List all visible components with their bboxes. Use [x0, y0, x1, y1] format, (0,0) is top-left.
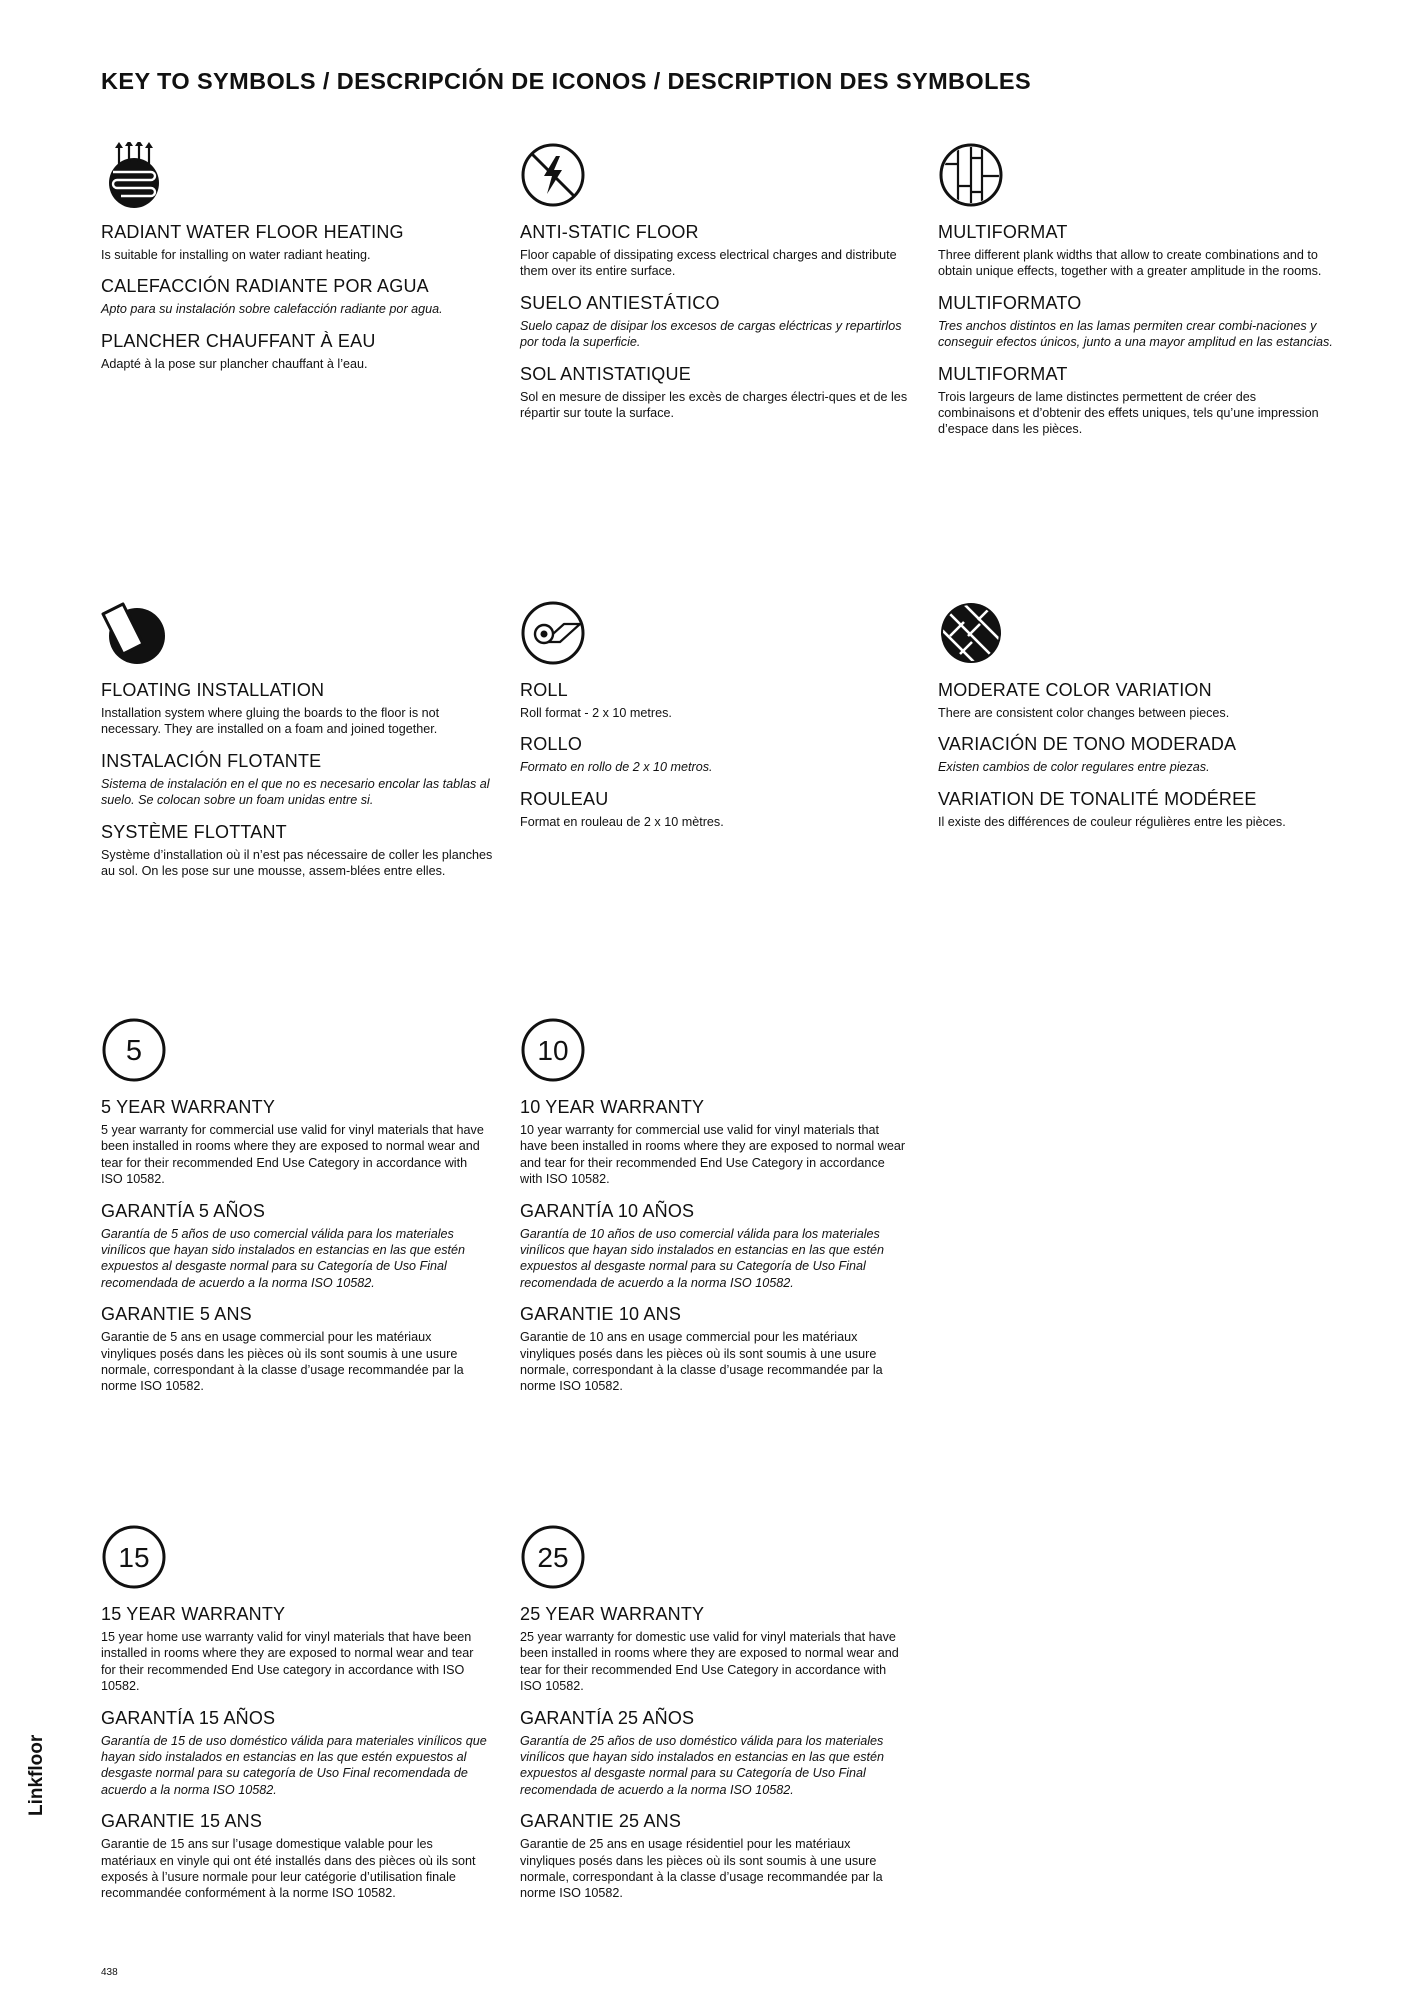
text-fr: Système d’installation où il n’est pas nécessaire de coller les planches au sol. On les pose sur une mousse, assem-blées entre elles. — [101, 847, 493, 879]
symbol-radiant-floor-heating — [101, 142, 496, 372]
title-es: GARANTÍA 15 AÑOS — [101, 1707, 276, 1728]
title-es: GARANTÍA 10 AÑOS — [520, 1200, 695, 1221]
roll-icon — [520, 600, 586, 666]
svg-text:15: 15 — [118, 1542, 150, 1573]
text-en: Installation system where gluing the boards to the floor is not necessary. They are installed on a foam and joined together. — [101, 706, 440, 737]
page-number: 438 — [101, 1967, 118, 1978]
text-en: Floor capable of dissipating excess electrical charges and distribute them over its entire surface. — [520, 248, 897, 279]
symbol-floating-installation — [101, 600, 496, 879]
title-fr: MULTIFORMAT — [938, 363, 1068, 384]
text-es: Garantía de 15 de uso doméstico válida para materiales vinílicos que hayan sido instalados en estancias en las que estén expuestos al desgaste normal para su categoría de Uso Final recomendada de acuerdo a la norma ISO 10582. — [101, 1733, 487, 1797]
title-en: 10 YEAR WARRANTY — [520, 1097, 705, 1117]
title-es: VARIACIÓN DE TONO MODERADA — [938, 734, 1237, 755]
title-en: 15 YEAR WARRANTY — [101, 1604, 286, 1624]
symbol-warranty-25 — [520, 1524, 908, 1902]
title-es: SUELO ANTIESTÁTICO — [520, 292, 720, 313]
text-es: Garantía de 5 años de uso comercial válida para los materiales vinílicos que hayan sido instalados en estancias en las que estén expuestos al desgaste normal para su Categoría de Uso Final recomendada de acuerdo a la norma ISO 10582. — [101, 1226, 466, 1290]
title-fr: SOL ANTISTATIQUE — [520, 363, 691, 384]
text-es: Existen cambios de color regulares entre piezas. — [938, 760, 1210, 775]
color-variation-icon — [938, 600, 1004, 666]
title-es: INSTALACIÓN FLOTANTE — [101, 750, 322, 771]
svg-text:10: 10 — [537, 1035, 569, 1066]
title-en: ROLL — [520, 680, 568, 700]
title-es: ROLLO — [520, 734, 583, 755]
text-en: 10 year warranty for commercial use valid for vinyl materials that have been installed in rooms where they are exposed to normal wear and tear for their recommended End Use Category in accordance with ISO 10582. — [520, 1123, 906, 1187]
symbol-warranty-15 — [101, 1524, 489, 1902]
title-en: 5 YEAR WARRANTY — [101, 1097, 276, 1117]
svg-text:5: 5 — [125, 1035, 143, 1067]
title-fr: PLANCHER CHAUFFANT À EAU — [101, 330, 376, 351]
brand-label: Linkfloor — [26, 1734, 47, 1816]
symbol-warranty-5 — [101, 1017, 489, 1395]
text-es: Formato en rollo de 2 x 10 metros. — [520, 760, 713, 775]
anti-static-icon — [520, 142, 586, 208]
radiant-floor-heating-icon — [101, 142, 167, 208]
symbol-anti-static — [520, 142, 908, 421]
title-fr: GARANTIE 10 ANS — [520, 1304, 682, 1325]
multiformat-icon — [938, 142, 1004, 208]
title-en: RADIANT WATER FLOOR HEATING — [101, 222, 404, 242]
title-es: CALEFACCIÓN RADIANTE POR AGUA — [101, 276, 429, 297]
text-en: 25 year warranty for domestic use valid for vinyl materials that have been installed in rooms where they are exposed to normal wear and tear for their recommended End Use Category in accordance with ISO 10582. — [520, 1630, 899, 1694]
symbol-color-variation — [938, 600, 1333, 830]
warranty-5-icon — [101, 1017, 167, 1083]
text-fr: Garantie de 10 ans en usage commercial pour les matériaux vinyliques posés dans les pièces où ils sont soumis à une usure normale, correspondant à la classe d’usage recommandée par la norme ISO 10582. — [520, 1330, 883, 1394]
warranty-25-icon — [520, 1524, 586, 1590]
text-es: Sistema de instalación en el que no es necesario encolar las tablas al suelo. Se colocan sobre un foam unidas entre si. — [101, 776, 490, 808]
symbol-multiformat — [938, 142, 1333, 438]
title-en: FLOATING INSTALLATION — [101, 680, 325, 700]
text-en: Is suitable for installing on water radiant heating. — [101, 248, 371, 262]
symbol-roll — [520, 600, 908, 830]
text-es: Suelo capaz de disipar los excesos de cargas eléctricas y repartirlos por toda la superficie. — [520, 318, 902, 350]
title-fr: GARANTIE 5 ANS — [101, 1304, 252, 1325]
warranty-15-icon — [101, 1524, 167, 1590]
text-fr: Garantie de 5 ans en usage commercial pour les matériaux vinyliques posés dans les pièces où ils sont soumis à une usure normale, correspondant à la classe d’usage recommandée par la norme ISO 10582. — [101, 1330, 464, 1394]
title-en: 25 YEAR WARRANTY — [520, 1604, 705, 1624]
text-en: Three different plank widths that allow to create combinations and to obtain unique effects, together with a greater amplitude in the rooms. — [938, 248, 1322, 279]
title-fr: SYSTÈME FLOTTANT — [101, 821, 287, 842]
text-en: Roll format - 2 x 10 metres. — [520, 706, 672, 720]
text-es: Garantía de 25 años de uso doméstico válida para los materiales vinílicos que hayan sido instalados en estancias en las que estén expuestos al desgaste normal para su Categoría de Uso Final recomendada de acuerdo a la norma ISO 10582. — [520, 1733, 885, 1797]
text-en: 5 year warranty for commercial use valid for vinyl materials that have been installed in rooms where they are exposed to normal wear and tear for their recommended End Use Category in accordance with ISO 10582. — [101, 1123, 484, 1187]
text-es: Garantía de 10 años de uso comercial válida para los materiales vinílicos que hayan sido instalados en estancias en las que estén expuestos al desgaste normal para su Categoría de Uso Final recomendada de acuerdo a la norma ISO 10582. — [520, 1226, 885, 1290]
title-fr: GARANTIE 15 ANS — [101, 1811, 263, 1832]
page-title: KEY TO SYMBOLS / DESCRIPCIÓN DE ICONOS / DESCRIPTION DES SYMBOLES — [101, 68, 1032, 94]
title-fr: ROULEAU — [520, 788, 609, 809]
title-fr: VARIATION DE TONALITÉ MODÉREE — [938, 788, 1257, 809]
title-es: MULTIFORMATO — [938, 292, 1082, 313]
svg-text:25: 25 — [537, 1542, 569, 1573]
text-es: Tres anchos distintos en las lamas permiten crear combi-naciones y conseguir efectos únicos, junto a una mayor amplitud en las estancias. — [938, 318, 1333, 350]
warranty-10-icon — [520, 1017, 586, 1083]
text-en: 15 year home use warranty valid for vinyl materials that have been installed in rooms where they are exposed to normal wear and tear for their recommended End Use category in accordance with ISO 10582. — [101, 1630, 474, 1694]
title-es: GARANTÍA 25 AÑOS — [520, 1707, 695, 1728]
text-es: Apto para su instalación sobre calefacción radiante por agua. — [101, 302, 443, 317]
floating-installation-icon — [101, 600, 167, 666]
title-en: MODERATE COLOR VARIATION — [938, 680, 1212, 700]
text-en: There are consistent color changes between pieces. — [938, 706, 1230, 720]
title-en: MULTIFORMAT — [938, 222, 1068, 242]
text-fr: Garantie de 15 ans sur l’usage domestique valable pour les matériaux en vinyle qui ont été installés dans des pièces où ils sont exposés à l’usure normale pour leur catégorie d’utilisation finale recommandée conformément à la norme ISO 10582. — [101, 1837, 476, 1901]
title-fr: GARANTIE 25 ANS — [520, 1811, 682, 1832]
text-fr: Adapté à la pose sur plancher chauffant à l’eau. — [101, 356, 368, 371]
symbol-warranty-10 — [520, 1017, 908, 1395]
text-fr: Trois largeurs de lame distinctes permettent de créer des combinaisons et d’obtenir des effets uniques, tels qu’une impression d’espace dans les pièces. — [938, 389, 1319, 437]
text-fr: Sol en mesure de dissiper les excès de charges électri-ques et de les répartir sur toute la surface. — [520, 389, 908, 421]
title-es: GARANTÍA 5 AÑOS — [101, 1200, 266, 1221]
title-en: ANTI-STATIC FLOOR — [520, 222, 699, 242]
text-fr: Il existe des différences de couleur régulières entre les pièces. — [938, 814, 1286, 829]
text-fr: Format en rouleau de 2 x 10 mètres. — [520, 814, 724, 829]
text-fr: Garantie de 25 ans en usage résidentiel pour les matériaux vinyliques posés dans les pièces où ils sont soumis à une usure normale, correspondant à la classe d’usage recommandée par la norme ISO 10582. — [520, 1837, 883, 1901]
